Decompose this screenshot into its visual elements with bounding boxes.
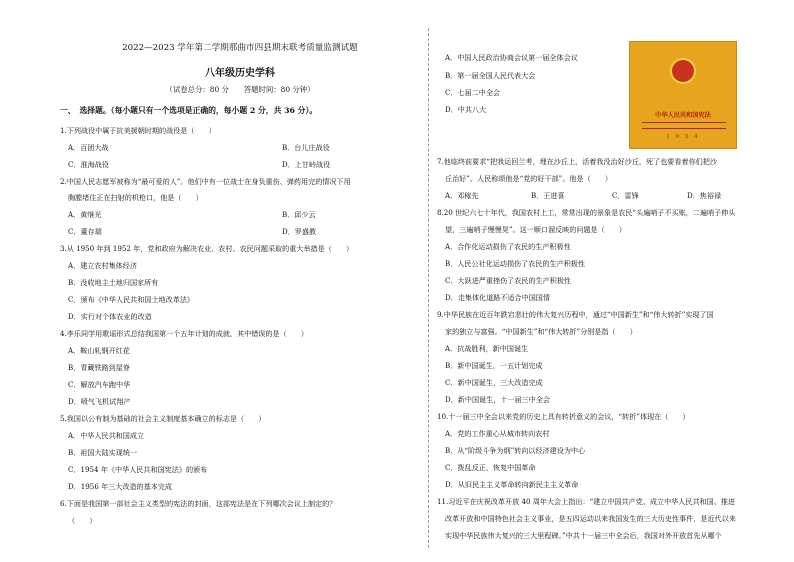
option-d: D．焦裕禄	[687, 191, 722, 200]
option-a: A．合作化运动损伤了农民的生产积极性	[445, 242, 571, 251]
national-emblem-icon	[670, 58, 696, 84]
option-c: C．雷锋	[612, 191, 639, 200]
option-b: B．青藏铁路到屋脊	[68, 363, 130, 372]
cover-year: 1 9 5 4	[666, 134, 700, 140]
question-7: 7.他临终前要求“把我运回兰考，埋在沙丘上，活着我没治好沙丘，死了也要看着你们把沙	[437, 157, 717, 166]
question-9: 9.中华民族在近百年跌宕悲壮的伟大复兴历程中，通过“中国新生”和“伟大转折”实现了国	[437, 310, 714, 319]
option-b: B．第一届全国人民代表大会	[445, 71, 536, 80]
option-a: A．黄继光	[68, 210, 102, 219]
option-d: D．走集体化道路不适合中国国情	[445, 293, 550, 302]
option-c: C．淮海战役	[68, 160, 109, 169]
question-2: 2.中国人民志愿军被称为“最可爱的人”。他们中有一位战士在身负重伤、弹药用完的情况下用	[60, 177, 351, 186]
cover-title: 中华人民共和国宪法	[655, 112, 711, 119]
exam-meta: （试卷总分：80 分 答题时间：80 分钟）	[165, 85, 315, 94]
question-11: 11.习近平在庆祝改革开放 40 周年大会上指出：“建立中国共产党、成立中华人民共和国、推进	[437, 497, 736, 506]
option-c: C．颁布《中华人民共和国土地改革法》	[68, 295, 195, 304]
column-divider	[428, 28, 429, 548]
question-6-cont: （ ）	[68, 516, 97, 525]
option-c: C．大跃进严重挫伤了农民的生产积极性	[445, 276, 572, 285]
section-heading: 一、 选择题。（每小题只有一个选项是正确的，每小题 2 分，共 36 分）。	[60, 106, 318, 115]
option-c: C．1954 年《中华人民共和国宪法》的颁布	[68, 465, 208, 474]
option-c: C．新中国诞生，三大改造完成	[445, 378, 543, 387]
option-d: D．1956 年三大改造的基本完成	[68, 482, 173, 491]
option-d: D．喷气飞机试翔产	[68, 397, 131, 406]
option-a: A．中国人民政治协商会议第一届全体会议	[445, 53, 578, 62]
option-a: A．建立农村集体经济	[68, 261, 137, 270]
question-4: 4.李乐同学用歌谣形式总结我国第一个五年计划的成就，其中错误的是（ ）	[60, 329, 308, 338]
option-c: C．七届二中全会	[445, 88, 501, 97]
question-11-cont: 实现中华民族伟大复兴的三大里程碑。”中共十一届三中全会后，我国对外开放首先从哪个	[445, 531, 722, 540]
exam-title: 2022—2023 学年第二学期那曲市四县期末联考质量监测试题	[122, 43, 358, 53]
option-c: C．拨乱反正，恢复中国革命	[445, 463, 536, 472]
subject-title: 八年级历史学科	[205, 68, 275, 79]
left-column	[60, 0, 420, 562]
question-6: 6.下面是我国第一部社会主义类型的宪法的封面，这部宪法是在下列哪次会议上制定的？	[60, 499, 337, 508]
option-d: D．从旧民主主义革命转向新民主主义革命	[445, 480, 579, 489]
option-d: D．中共八大	[445, 105, 487, 114]
constitution-cover-image	[629, 41, 737, 149]
question-1: 1.下列战役中属于抗美援朝时期的战役是（ ）	[60, 126, 216, 135]
option-a: A．党的工作重心从城市转向农村	[445, 429, 550, 438]
option-c: C．解放汽车跑中华	[68, 380, 131, 389]
cover-rule	[642, 122, 726, 129]
option-b: B．邱少云	[282, 210, 316, 219]
question-8: 8.20 世纪六七十年代，我国农村上工，常常出现的景象是农民“头遍哨子不买账，二遍哨子伸头	[437, 208, 736, 217]
option-d: D．实行对个体农业的改造	[68, 312, 152, 321]
option-b: B．人民公社化运动损伤了农民的生产积极性	[445, 259, 585, 268]
option-d: D．罗盛教	[282, 227, 317, 236]
option-d: D．上甘岭战役	[282, 160, 331, 169]
question-10: 10.十一届三中全会以来党的历史上具有转折意义的会议，“转折”体现在（ ）	[437, 412, 690, 421]
option-b: B．新中国诞生，一五计划完成	[445, 361, 543, 370]
option-b: B．没收地主土地归国家所有	[68, 278, 159, 287]
option-a: A．中华人民共和国成立	[68, 431, 145, 440]
question-3: 3.从 1950 年到 1952 年，党和政府为解决农业、农村、农民问题采取的重大举措是（ ）	[60, 244, 354, 253]
question-7-cont: 丘治好”。人民称颂他是“党的好干部”。他是（ ）	[445, 174, 612, 183]
question-8-cont: 望，三遍哨子慢慢晃”。这一顺口溜反映的问题是（ ）	[445, 225, 626, 234]
option-b: B．从“阶级斗争为纲”转向以经济建设为中心	[445, 446, 586, 455]
question-11-cont: 改革开放和中国特色社会主义事业，是五四运动以来我国发生的三大历史性事件，是近代以来	[445, 514, 736, 523]
option-a: A．鞍山轧钢开红花	[68, 346, 130, 355]
option-a: A．邓稼先	[445, 191, 479, 200]
option-b: B．王进喜	[531, 191, 565, 200]
question-9-cont: 家的独立与富强。“中国新生”和“伟大转折”分别是指（ ）	[445, 327, 637, 336]
question-2-cont: 胸膛堵住正在扫射的机枪口，他是（ ）	[68, 193, 203, 202]
option-d: D．新中国诞生，十一届三中全会	[445, 395, 550, 404]
option-c: C．董存瑞	[68, 227, 102, 236]
option-b: B．祖国大陆实现统一	[68, 448, 138, 457]
option-a: A．抗战胜利，新中国诞生	[445, 344, 529, 353]
option-b: B．台儿庄战役	[282, 143, 330, 152]
question-5: 5.我国以公有制为基础的社会主义制度基本确立的标志是（ ）	[60, 414, 266, 423]
option-a: A．百团大战	[68, 143, 109, 152]
